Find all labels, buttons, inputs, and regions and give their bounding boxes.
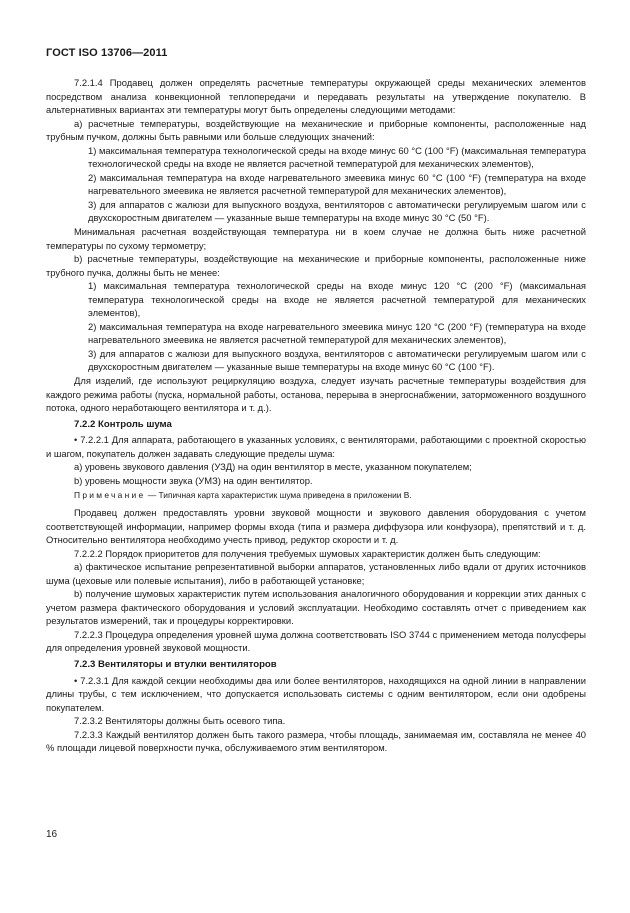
page-number: 16 xyxy=(46,829,58,840)
sub-item-b2: 2) максимальная температура на входе нагревательного змеевика минус 120 °С (200 °F) (температура на входе нагревательного змеевика не является расчетной температурой для механических элементов), xyxy=(88,320,586,346)
note-text: — Типичная карта характеристик шума приведена в приложении В. xyxy=(145,490,412,501)
noise-item-a: a) уровень звукового давления (УЗД) на один вентилятор в месте, указанном покупателем; xyxy=(74,461,472,473)
clause-7-2-2-3: 7.2.2.3 Процедура определения уровней шума должна соответствовать ISO 3744 с применением метода полусферы для определения уровней звуковой мощности. xyxy=(46,628,586,654)
sub-item-b1: 1) максимальная температура технологической среды на входе минус 120 °С (200 °F) (максимальная температура технологической среды на входе не является расчетной температурой для механических элементов), xyxy=(88,280,586,319)
priority-item-a: a) фактическое испытание репрезентативной выборки аппаратов, установленных либо вдали от других источников шума (цеховые или полевые испытания), либо в работающей установке; xyxy=(46,561,586,586)
sub-item-b3: 3) для аппаратов с жалюзи для выпускного воздуха, вентиляторов с автоматически регулируемым шагом или с двухскоростным двигателем — указанные выше температуры на входе минус 60 °С (100 °F). xyxy=(88,347,586,373)
sub-item-a1: 1) максимальная температура технологической среды на входе минус 60 °С (100 °F) (максимальная температура технологической среды на входе не является расчетной температурой для механических элементов), xyxy=(88,144,586,170)
min-temperature-paragraph: Минимальная расчетная воздействующая температура ни в коем случае не должна быть ниже расчетной температуры по сухому термометру; xyxy=(46,226,586,251)
clause-7-2-3-2: 7.2.3.2 Вентиляторы должны быть осевого типа. xyxy=(74,715,286,727)
clause-7-2-2-1: • 7.2.2.1 Для аппарата, работающего в указанных условиях, с вентиляторами, работающими с проектной скоростью и шагом, покупатель должен задавать следующие пределы шума: xyxy=(46,434,586,459)
sub-item-a3: 3) для аппаратов с жалюзи для выпускного воздуха, вентиляторов с автоматически регулируемым шагом или с двухскоростным двигателем — указанные выше температуры на входе минус 30 °С (50 °F). xyxy=(88,198,586,224)
priority-item-b: b) получение шумовых характеристик путем использования аналогичного оборудования и коррекции этих данных с учетом размера фактического оборудования и условий эксплуатации. Необходимо составлять отчет с приведением как результатов измерений, так и процедуры корректировки. xyxy=(46,588,586,627)
list-item-a: a) расчетные температуры, воздействующие на механические и приборные компоненты, расположенные над трубным пучком, должны быть равными или больше следующих значений: xyxy=(46,117,586,143)
clause-7-2-3-1: • 7.2.3.1 Для каждой секции необходимы два или более вентиляторов, находящихся на одной линии в направлении длины трубы, с тем исключением, что допускается использовать системы с одним вентилятором, если они одобрены покупателем. xyxy=(46,674,586,713)
section-heading-fans: 7.2.3 Вентиляторы и втулки вентиляторов xyxy=(74,658,277,670)
document-header: ГОСТ ISO 13706—2011 xyxy=(46,47,168,59)
noise-item-b: b) уровень мощности звука (УМЗ) на один вентилятор. xyxy=(74,474,313,486)
clause-7-2-1-4: 7.2.1.4 Продавец должен определять расчетные температуры окружающей среды механических элементов посредством анализа конвекционной теплопередачи и передавать результаты на утверждение покупателю. В альтернативных вариантах эти температуры могут быть определены следующими методами: xyxy=(46,77,586,116)
document-body xyxy=(46,76,586,755)
note xyxy=(46,489,586,503)
vendor-noise-paragraph: Продавец должен предоставлять уровни звуковой мощности и звукового давления оборудования с учетом соответствующей информации, например формы входа (типа и размера диффузора или конфузора), препятствий и т. д. Относительно вентилятора необходимо учесть привод, редуктор скорости и т. д. xyxy=(46,506,586,546)
list-item-b: b) расчетные температуры, воздействующие на механические и приборные компоненты, расположенные ниже трубного пучка, должны быть не менее: xyxy=(46,253,586,278)
note-label: Примечание xyxy=(74,490,146,501)
sub-item-a2: 2) максимальная температура на входе нагревательного змеевика минус 60 °С (100 °F) (температура на входе нагревательного змеевика не является расчетной температурой для механических элементов), xyxy=(88,171,586,197)
recirculation-paragraph: Для изделий, где используют рециркуляцию воздуха, следует изучать расчетные температуры воздействия для каждого режима работы (пуска, нормальной работы, останова, перерыва в энергоснабжении, заторможенного воздушного потока, одного неработающего вентилятора и т. д.). xyxy=(46,375,586,414)
section-heading-noise: 7.2.2 Контроль шума xyxy=(74,418,172,430)
clause-7-2-3-3: 7.2.3.3 Каждый вентилятор должен быть такого размера, чтобы площадь, занимаемая им, составляла не менее 40 % площади лицевой поверхности пучка, обслуживаемого этим вентилятором. xyxy=(46,728,586,754)
clause-7-2-2-2: 7.2.2.2 Порядок приоритетов для получения требуемых шумовых характеристик должен быть следующим: xyxy=(74,547,541,559)
